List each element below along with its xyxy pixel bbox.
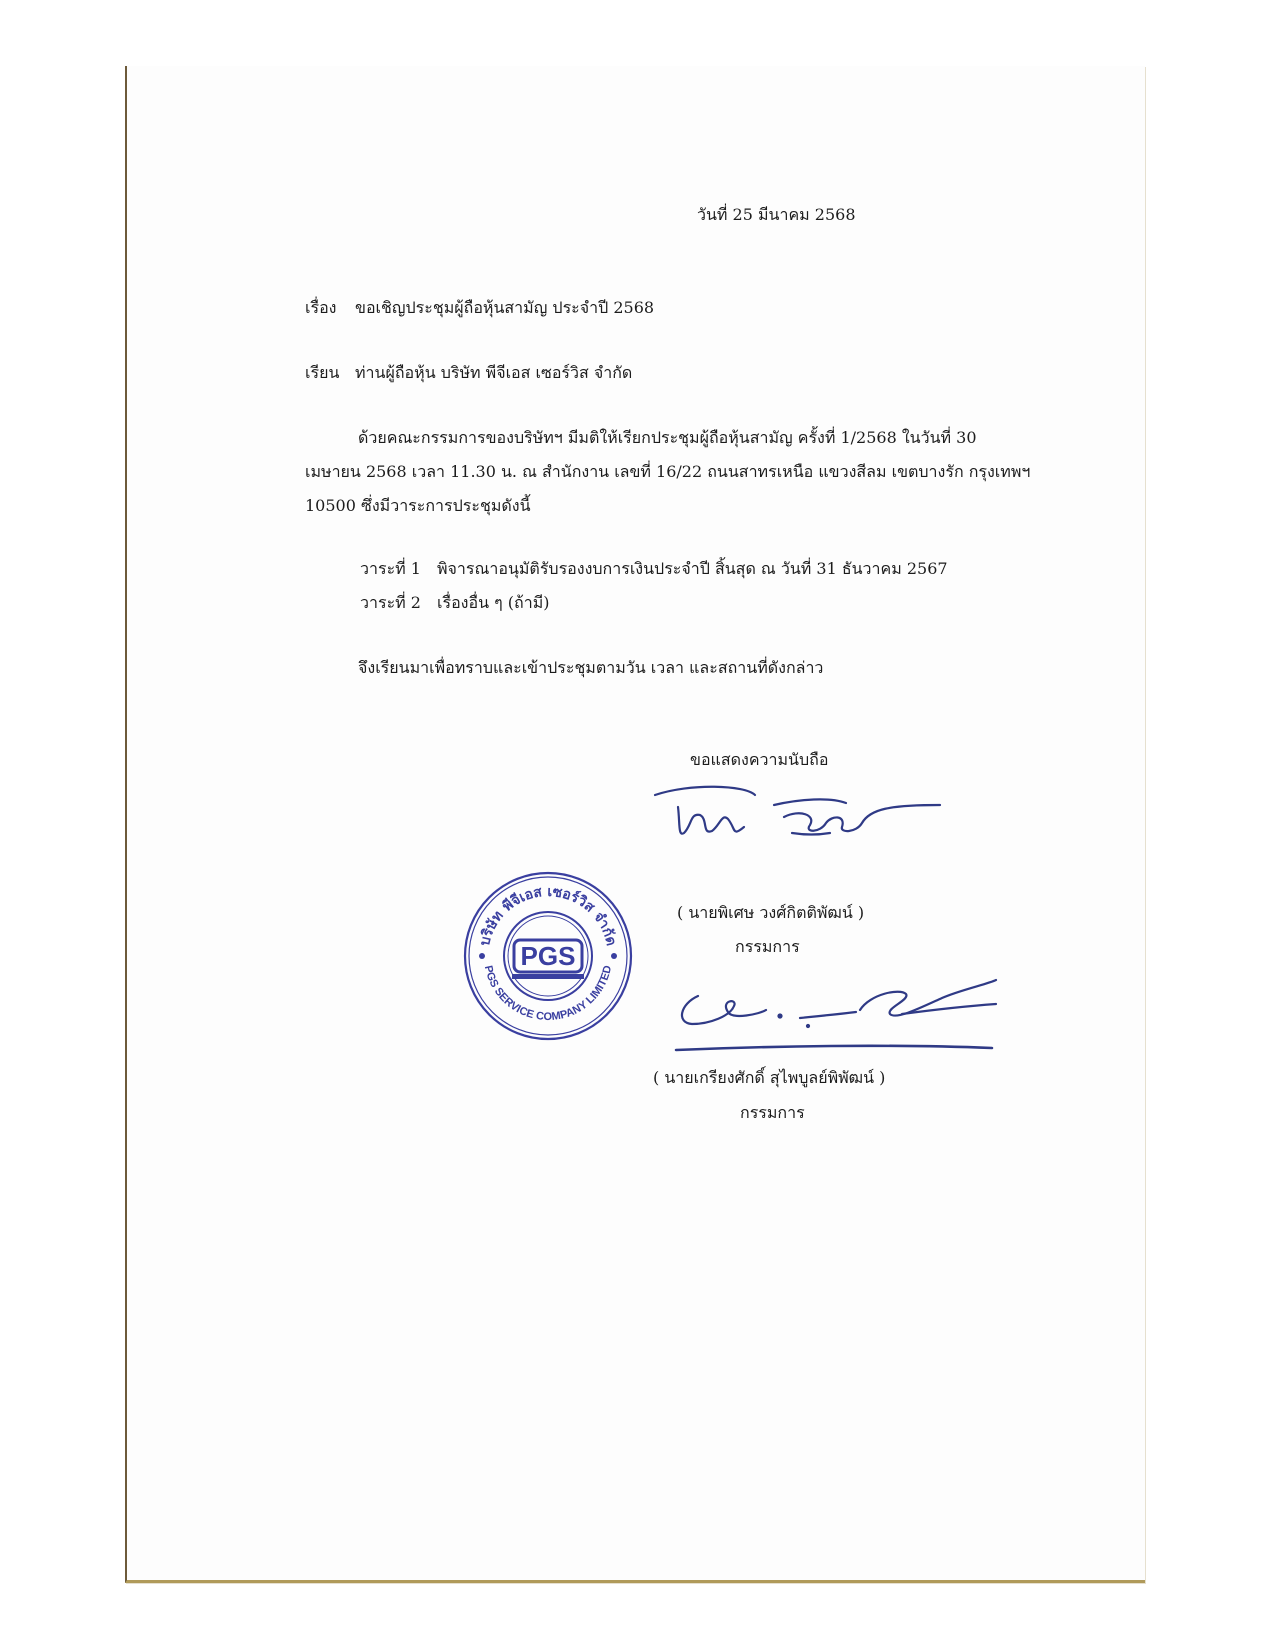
stamp-logo-text: PGS	[520, 941, 576, 971]
regards-text: ขอแสดงความนับถือ	[690, 750, 829, 769]
signatory-1-name: ( นายพิเศษ วงศ์กิตติพัฒน์ )	[677, 903, 865, 922]
agenda-1-text: พิจารณาอนุมัติรับรองงบการเงินประจำปี สิ้นสุด ณ วันที่ 31 ธันวาคม 2567	[437, 559, 948, 578]
recipient-label: เรียน	[305, 363, 340, 382]
body-line-1: ด้วยคณะกรรมการของบริษัทฯ มีมติให้เรียกประชุมผู้ถือหุ้นสามัญ ครั้งที่ 1/2568 ในวันที่ 30	[358, 428, 977, 447]
signatory-2-title: กรรมการ	[740, 1103, 805, 1122]
stamp-top-text: บริษัท พีจีเอส เซอร์วิส จำกัด	[476, 883, 620, 948]
body-line-3: 10500 ซึ่งมีวาระการประชุมดังนี้	[305, 496, 531, 515]
signature-2	[670, 968, 1000, 1058]
letter-page	[125, 66, 1145, 1583]
agenda-2-label: วาระที่ 2	[360, 593, 421, 612]
agenda-1-label: วาระที่ 1	[360, 559, 421, 578]
recipient-text: ท่านผู้ถือหุ้น บริษัท พีจีเอส เซอร์วิส จำกัด	[355, 363, 633, 382]
signatory-1-title: กรรมการ	[735, 937, 800, 956]
company-stamp	[462, 870, 634, 1042]
letter-date: วันที่ 25 มีนาคม 2568	[697, 205, 856, 224]
stamp-bottom-text: PGS SERVICE COMPANY LIMITED	[481, 964, 615, 1024]
closing-line: จึงเรียนมาเพื่อทราบและเข้าประชุมตามวัน เวลา และสถานที่ดังกล่าว	[358, 658, 824, 677]
body-line-2: เมษายน 2568 เวลา 11.30 น. ณ สำนักงาน เลขที่ 16/22 ถนนสาทรเหนือ แขวงสีลม เขตบางรัก กรุงเทพฯ	[305, 462, 1031, 481]
signatory-2-name: ( นายเกรียงศักดิ์ สุไพบูลย์พิพัฒน์ )	[653, 1068, 886, 1087]
agenda-2-text: เรื่องอื่น ๆ (ถ้ามี)	[437, 593, 550, 612]
subject-text: ขอเชิญประชุมผู้ถือหุ้นสามัญ ประจำปี 2568	[355, 298, 655, 317]
signature-1	[650, 775, 950, 850]
subject-label: เรื่อง	[305, 298, 337, 317]
